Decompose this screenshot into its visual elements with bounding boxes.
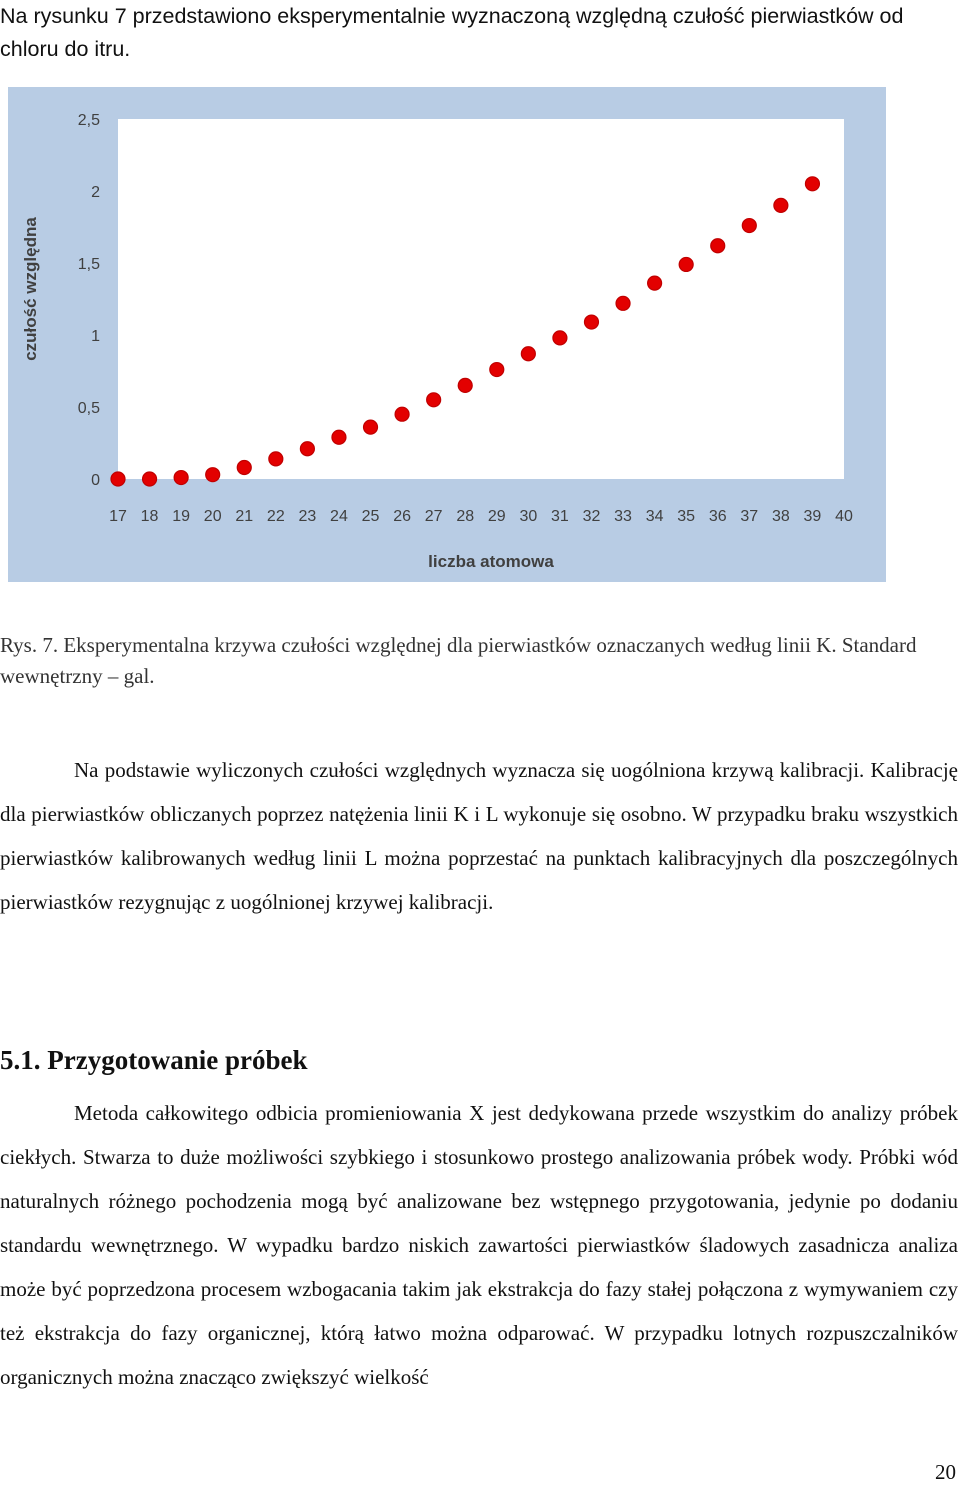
x-tick-label: 26 bbox=[393, 508, 411, 525]
data-point bbox=[395, 407, 409, 421]
data-point bbox=[458, 378, 472, 392]
x-tick-label: 32 bbox=[582, 508, 601, 525]
y-tick-label: 0 bbox=[91, 472, 100, 489]
data-point bbox=[206, 468, 220, 482]
page-number: 20 bbox=[935, 1460, 956, 1484]
x-tick-label: 30 bbox=[519, 508, 538, 525]
data-point bbox=[742, 219, 756, 233]
data-point bbox=[427, 393, 441, 407]
body-paragraph-2: Metoda całkowitego odbicia promieniowania X jest dedykowana przede wszystkim do analizy próbek ciekłych. Stwarza to duże możliwości szybkiego i stosunkowo prostego analizowania próbek wody. Próbki wód naturalnych różnego pochodzenia mogą być analizowane bez wstępnego przygotowania, jedynie po dodaniu standardu wewnętrznego. W wypadku bardzo niskich zawartości pierwiastków śladowych zasadnicza analiza może być poprzedzona procesem wzbogacania takim jak ekstrakcja do fazy stałej połączona z wymywaniem czy też ekstrakcja do fazy organicznej, którą łatwo można odparować. W przypadku lotnych rozpuszczalników organicznych można znacząco zwiększyć wielkość bbox=[0, 1101, 958, 1389]
x-tick-label: 38 bbox=[771, 508, 790, 525]
chart-svg bbox=[8, 87, 886, 582]
data-point bbox=[805, 177, 819, 191]
data-point bbox=[648, 276, 662, 290]
x-tick-label: 40 bbox=[835, 508, 853, 525]
y-tick-label: 1 bbox=[91, 328, 100, 345]
x-tick-label: 18 bbox=[140, 508, 159, 525]
y-axis-title: czułość względna bbox=[21, 217, 40, 361]
x-tick-label: 21 bbox=[235, 508, 254, 525]
body-paragraph-1: Na podstawie wyliczonych czułości względnych wyznacza się uogólniona krzywą kalibracji. Kalibrację dla pierwiastków obliczanych poprzez natężenia linii K i L wykonuje się osobno. W przypadku braku wszystkich pierwiastków kalibrowanych według linii L można poprzestać na punktach kalibracyjnych dla poszczególnych pierwiastków rezygnując z uogólnionej krzywej kalibracji. bbox=[0, 758, 958, 914]
y-tick-label: 2 bbox=[91, 184, 100, 201]
data-point bbox=[711, 239, 725, 253]
data-point bbox=[774, 198, 788, 212]
data-point bbox=[332, 430, 346, 444]
plot-area bbox=[118, 119, 844, 479]
data-point bbox=[237, 460, 251, 474]
x-tick-label: 28 bbox=[456, 508, 475, 525]
x-tick-label: 31 bbox=[551, 508, 569, 525]
data-point bbox=[143, 472, 157, 486]
intro-paragraph: Na rysunku 7 przedstawiono eksperymentalnie wyznaczoną względną czułość pierwiastków od chloru do itru. bbox=[0, 4, 904, 61]
data-point bbox=[490, 363, 504, 377]
data-point bbox=[679, 257, 693, 271]
data-point bbox=[300, 442, 314, 456]
x-tick-label: 36 bbox=[708, 508, 727, 525]
x-tick-label: 17 bbox=[109, 508, 127, 525]
data-point bbox=[364, 420, 378, 434]
data-point bbox=[269, 452, 283, 466]
data-point bbox=[616, 296, 630, 310]
data-point bbox=[584, 315, 598, 329]
section-heading: 5.1. Przygotowanie próbek bbox=[0, 1045, 308, 1075]
x-axis-title: liczba atomowa bbox=[428, 552, 554, 571]
x-tick-label: 34 bbox=[645, 508, 664, 525]
figure-caption: Rys. 7. Eksperymentalna krzywa czułości względnej dla pierwiastków oznaczanych według linii K. Standard wewnętrzny – gal. bbox=[0, 633, 917, 688]
x-tick-label: 24 bbox=[330, 508, 348, 525]
x-tick-label: 27 bbox=[424, 508, 443, 525]
x-tick-label: 22 bbox=[266, 508, 285, 525]
x-tick-label: 25 bbox=[361, 508, 380, 525]
x-tick-label: 35 bbox=[677, 508, 696, 525]
x-tick-label: 37 bbox=[740, 508, 759, 525]
y-tick-label: 1,5 bbox=[77, 256, 100, 273]
x-tick-label: 20 bbox=[203, 508, 222, 525]
y-tick-label: 0,5 bbox=[77, 400, 100, 417]
data-point bbox=[111, 472, 125, 486]
x-tick-label: 23 bbox=[298, 508, 317, 525]
sensitivity-chart bbox=[8, 87, 886, 582]
x-tick-label: 39 bbox=[803, 508, 822, 525]
data-point bbox=[521, 347, 535, 361]
y-tick-label: 2,5 bbox=[77, 112, 100, 129]
x-tick-label: 29 bbox=[487, 508, 506, 525]
data-point bbox=[174, 471, 188, 485]
x-tick-label: 19 bbox=[172, 508, 191, 525]
data-point bbox=[553, 331, 567, 345]
x-tick-label: 33 bbox=[614, 508, 632, 525]
